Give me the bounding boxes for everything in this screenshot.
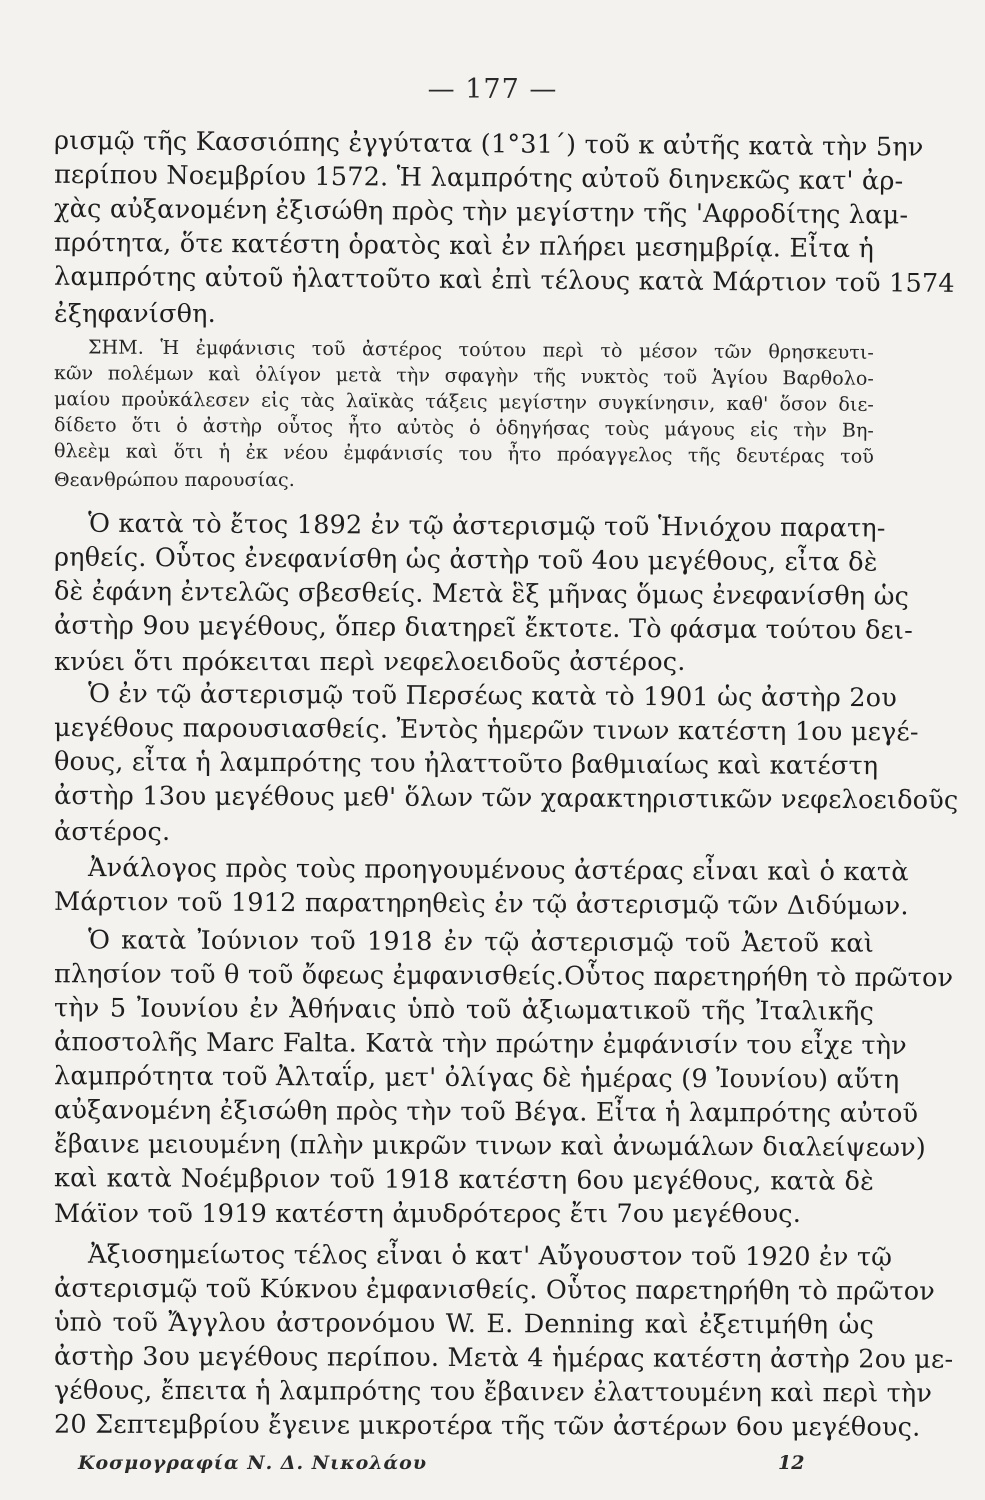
text-line: ρηθείς. Οὗτος ἐνεφανίσθη ὡς ἀστὴρ τοῦ 4ου μεγέθους, εἶτα δὲ <box>53 542 878 578</box>
note-line: δίδετο ὅτι ὁ ἀστὴρ οὗτος ἦτο αὐτὸς ὁ ὁδηγήσας τοὺς μάγους εἰς τὴν Βη- <box>53 414 875 442</box>
text-line: ἀστὴρ 3ου μεγέθους περίπου. Μετὰ 4 ἡμέρας κατέστη ἀστὴρ 2ου με- <box>53 1341 954 1375</box>
text-line: Μάρτιον τοῦ 1912 παρατηρηθεὶς ἐν τῷ ἀστερισμῷ τῶν Διδύμων. <box>53 886 909 922</box>
text-line: 20 Σεπτεμβρίου ἔγεινε μικροτέρα τῆς τῶν ἀστέρων 6ου μεγέθους. <box>53 1409 921 1443</box>
text-line: ἐξηφανίσθη. <box>54 299 216 329</box>
text-line: ρισμῷ τῆς Κασσιόπης ἐγγύτατα (1°31΄) τοῦ κ αὐτῆς κατὰ τὴν 5ην <box>53 125 924 163</box>
text-line: θους, εἶτα ἡ λαμπρότης του ἠλαττοῦτο βαθμιαίως καὶ κατέστη <box>53 746 879 782</box>
text-line: λαμπρότης αὐτοῦ ἠλαττοῦτο καὶ ἐπὶ τέλους κατὰ Μάρτιον τοῦ 1574 <box>53 261 955 299</box>
text-line: Μάϊον τοῦ 1919 κατέστη ἀμυδρότερος ἔτι 7ου μεγέθους. <box>54 1199 802 1229</box>
text-line: Ὁ κατὰ Ἰούνιον τοῦ 1918 ἐν τῷ ἀστερισμῷ τοῦ Ἀετοῦ καὶ <box>87 925 875 959</box>
text-line: Ἀξιοσημείωτος τέλος εἶναι ὁ κατ' Αὔγουστον τοῦ 1920 ἐν τῷ <box>87 1239 893 1273</box>
text-line: ἀστὴρ 9ου μεγέθους, ὅπερ διατηρεῖ ἔκτοτε. Τὸ φάσμα τούτου δει- <box>53 610 914 646</box>
text-line: τὴν 5 Ἰουνίου ἐν Ἀθήναις ὑπὸ τοῦ ἀξιωματικοῦ τῆς Ἰταλικῆς <box>53 993 875 1027</box>
text-line: κνύει ὅτι πρόκειται περὶ νεφελοειδοῦς ἀστέρος. <box>54 647 686 677</box>
text-line: πρότητα, ὅτε κατέστη ὁρατὸς καὶ ἐν πλήρει μεσημβρίᾳ. Εἶτα ἡ <box>53 227 875 265</box>
text-line: γέθους, ἔπειτα ἡ λαμπρότης του ἔβαινεν ἐλαττουμένη καὶ περὶ τὴν <box>53 1375 933 1409</box>
text-line: περίπου Νοεμβρίου 1572. Ἡ λαμπρότης αὐτοῦ διηνεκῶς κατ' ἀρ- <box>53 159 904 197</box>
signature-number: 12 <box>778 1452 805 1474</box>
text-line: ἀστερισμῷ τοῦ Κύκνου ἐμφανισθείς. Οὗτος παρετηρήθη τὸ πρῶτον <box>53 1273 936 1307</box>
text-line: ἀποστολῆς Marc Falta. Κατὰ τὴν πρώτην ἐμφάνισίν του εἶχε τὴν <box>53 1027 907 1061</box>
text-line: ἔβαινε μειουμένη (πλὴν μικρῶν τινων καὶ ἀνωμάλων διαλείψεων) <box>53 1129 927 1164</box>
text-line: πλησίον τοῦ θ τοῦ ὄφεως ἐμφανισθείς.Οὗτος παρετηρήθη τὸ πρῶτον <box>53 959 954 994</box>
text-line: Ὁ κατὰ τὸ ἔτος 1892 ἐν τῷ ἀστερισμῷ τοῦ Ἡνιόχου παρατη- <box>87 508 886 544</box>
signature-text: Κοσμογραφία Ν. Δ. Νικολάου <box>78 1452 428 1474</box>
text-line: χὰς αὐξανομένη ἐξισώθη πρὸς τὴν μεγίστην τῆς 'Αφροδίτης λαμ- <box>53 193 909 231</box>
text-line: αὐξανομένη ἐξισώθη πρὸς τὴν τοῦ Βέγα. Εἶτα ἡ λαμπρότης αὐτοῦ <box>53 1095 919 1129</box>
note-line: Θεανθρώπου παρουσίας. <box>54 469 295 491</box>
text-line: ἀστὴρ 13ου μεγέθους μεθ' ὅλων τῶν χαρακτηριστικῶν νεφελοειδοῦς <box>53 780 959 816</box>
note-line: κῶν πολέμων καὶ ὀλίγον μετὰ τὴν σφαγὴν τῆς νυκτὸς τοῦ Ἁγίου Βαρθολο- <box>53 362 875 390</box>
text-line: ἀστέρος. <box>54 817 171 847</box>
note-line: μαίου προὐκάλεσεν εἰς τὰς λαϊκὰς τάξεις μεγίστην συγκίνησιν, καθ' ὅσον διε- <box>53 388 875 416</box>
text-line: μεγέθους παρουσιασθείς. Ἐντὸς ἡμερῶν τινων κατέστη 1ου μεγέ- <box>53 712 919 748</box>
note-line: θλεὲμ καὶ ὅτι ἡ ἐκ νέου ἐμφάνισίς του ἦτο πρόαγγελος τῆς δευτέρας τοῦ <box>53 440 875 468</box>
text-line: ὑπὸ τοῦ Ἄγγλου ἀστρονόμου W. E. Denning καὶ ἐξετιμήθη ὡς <box>53 1307 875 1341</box>
text-line: δὲ ἐφάνη ἐντελῶς σβεσθείς. Μετὰ ἓξ μῆνας ὅμως ἐνεφανίσθη ὡς <box>53 576 910 612</box>
text-line: καὶ κατὰ Νοέμβριον τοῦ 1918 κατέστη 6ου μεγέθους, κατὰ δὲ <box>53 1163 875 1197</box>
text-line: Ἀνάλογος πρὸς τοὺς προηγουμένους ἀστέρας εἶναι καὶ ὁ κατὰ <box>87 853 909 888</box>
text-line: λαμπρότητα τοῦ Ἀλταΐρ, μετ' ὀλίγας δὲ ἡμέρας (9 Ἰουνίου) αὕτη <box>53 1061 900 1095</box>
page-number: — 177 — <box>427 74 558 105</box>
text-line: Ὁ ἐν τῷ ἀστερισμῷ τοῦ Περσέως κατὰ τὸ 1901 ὡς ἀστὴρ 2ου <box>87 679 898 714</box>
note-line: ΣΗΜ. Ἡ ἐμφάνισις τοῦ ἀστέρος τούτου περὶ τὸ μέσον τῶν θρησκευτι- <box>87 336 875 364</box>
